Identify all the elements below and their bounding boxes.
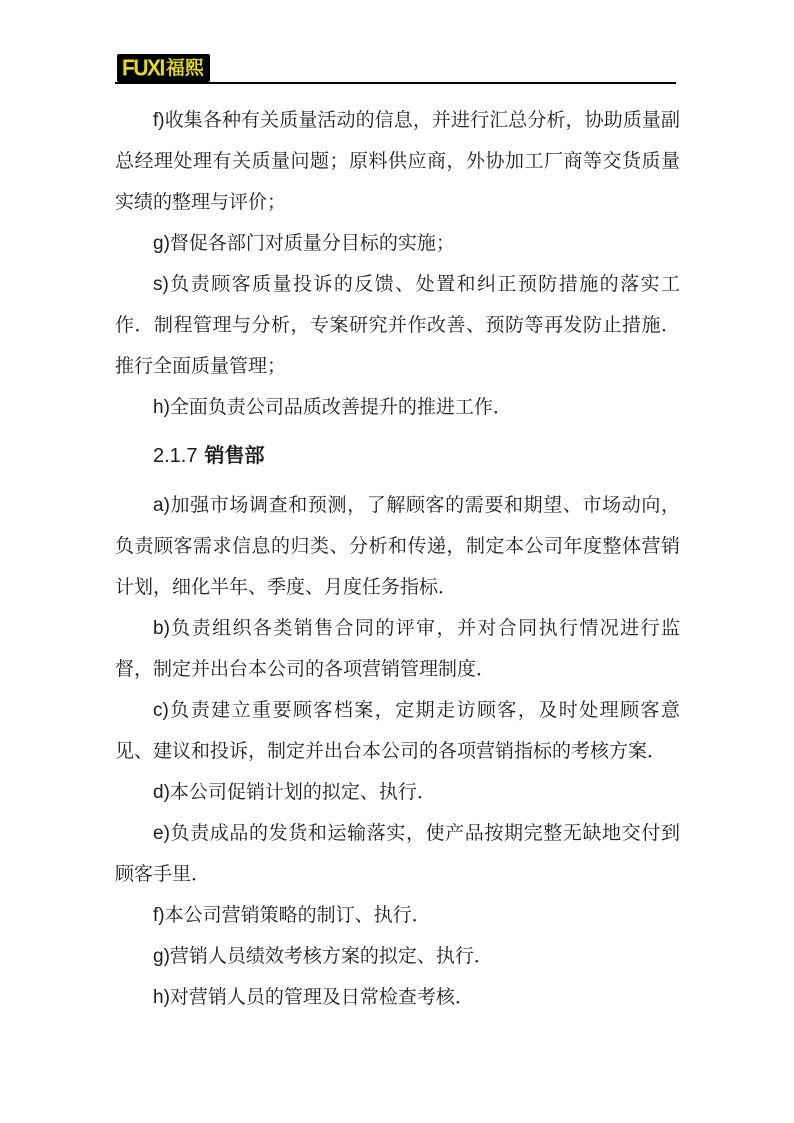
paragraph-sales-g: g)营销人员绩效考核方案的拟定、执行．: [153, 946, 493, 967]
paragraph-quality-s: s)负责顾客质量投诉的反馈、处置和纠正预防措施的落实工作．制程管理与分析，专案研究并作改善、预防等再发防止措施．推行全面质量管理；: [115, 274, 680, 377]
company-logo: [117, 54, 210, 82]
paragraph-quality-g: g)督促各部门对质量分目标的实施；: [153, 233, 455, 254]
paragraph-sales-h: h)对营销人员的管理及日常检查考核．: [153, 987, 474, 1008]
heading-number: 2.1.7: [153, 445, 198, 467]
logo-latin-text: FUXI: [122, 55, 164, 81]
heading-title: 销售部: [204, 445, 265, 467]
header-divider: [115, 82, 676, 84]
logo-cjk-text: 福熙: [165, 57, 204, 79]
document-body: [115, 100, 680, 1018]
section-heading: [115, 436, 680, 477]
paragraph-sales-f: f)本公司营销策略的制订、执行．: [153, 905, 431, 926]
paragraph-quality-f: f)收集各种有关质量活动的信息，并进行汇总分析，协助质量副总经理处理有关质量问题；原料供应商，外协加工厂商等交货质量实绩的整理与评价；: [115, 110, 680, 213]
paragraph-sales-d: d)本公司促销计划的拟定、执行．: [153, 782, 436, 803]
paragraph-quality-h: h)全面负责公司品质改善提升的推进工作．: [153, 397, 512, 418]
paragraph-sales-e: e)负责成品的发货和运输落实，使产品按期完整无缺地交付到顾客手里．: [115, 823, 680, 885]
paragraph-sales-a: a)加强市场调查和预测，了解顾客的需要和期望、市场动向，负责顾客需求信息的归类、分析和传递，制定本公司年度整体营销计划，细化半年、季度、月度任务指标．: [115, 495, 680, 598]
paragraph-sales-b: b)负责组织各类销售合同的评审，并对合同执行情况进行监督，制定并出台本公司的各项营销管理制度．: [115, 618, 680, 680]
paragraph-sales-c: c)负责建立重要顾客档案，定期走访顾客，及时处理顾客意见、建议和投诉，制定并出台本公司的各项营销指标的考核方案．: [115, 700, 680, 762]
